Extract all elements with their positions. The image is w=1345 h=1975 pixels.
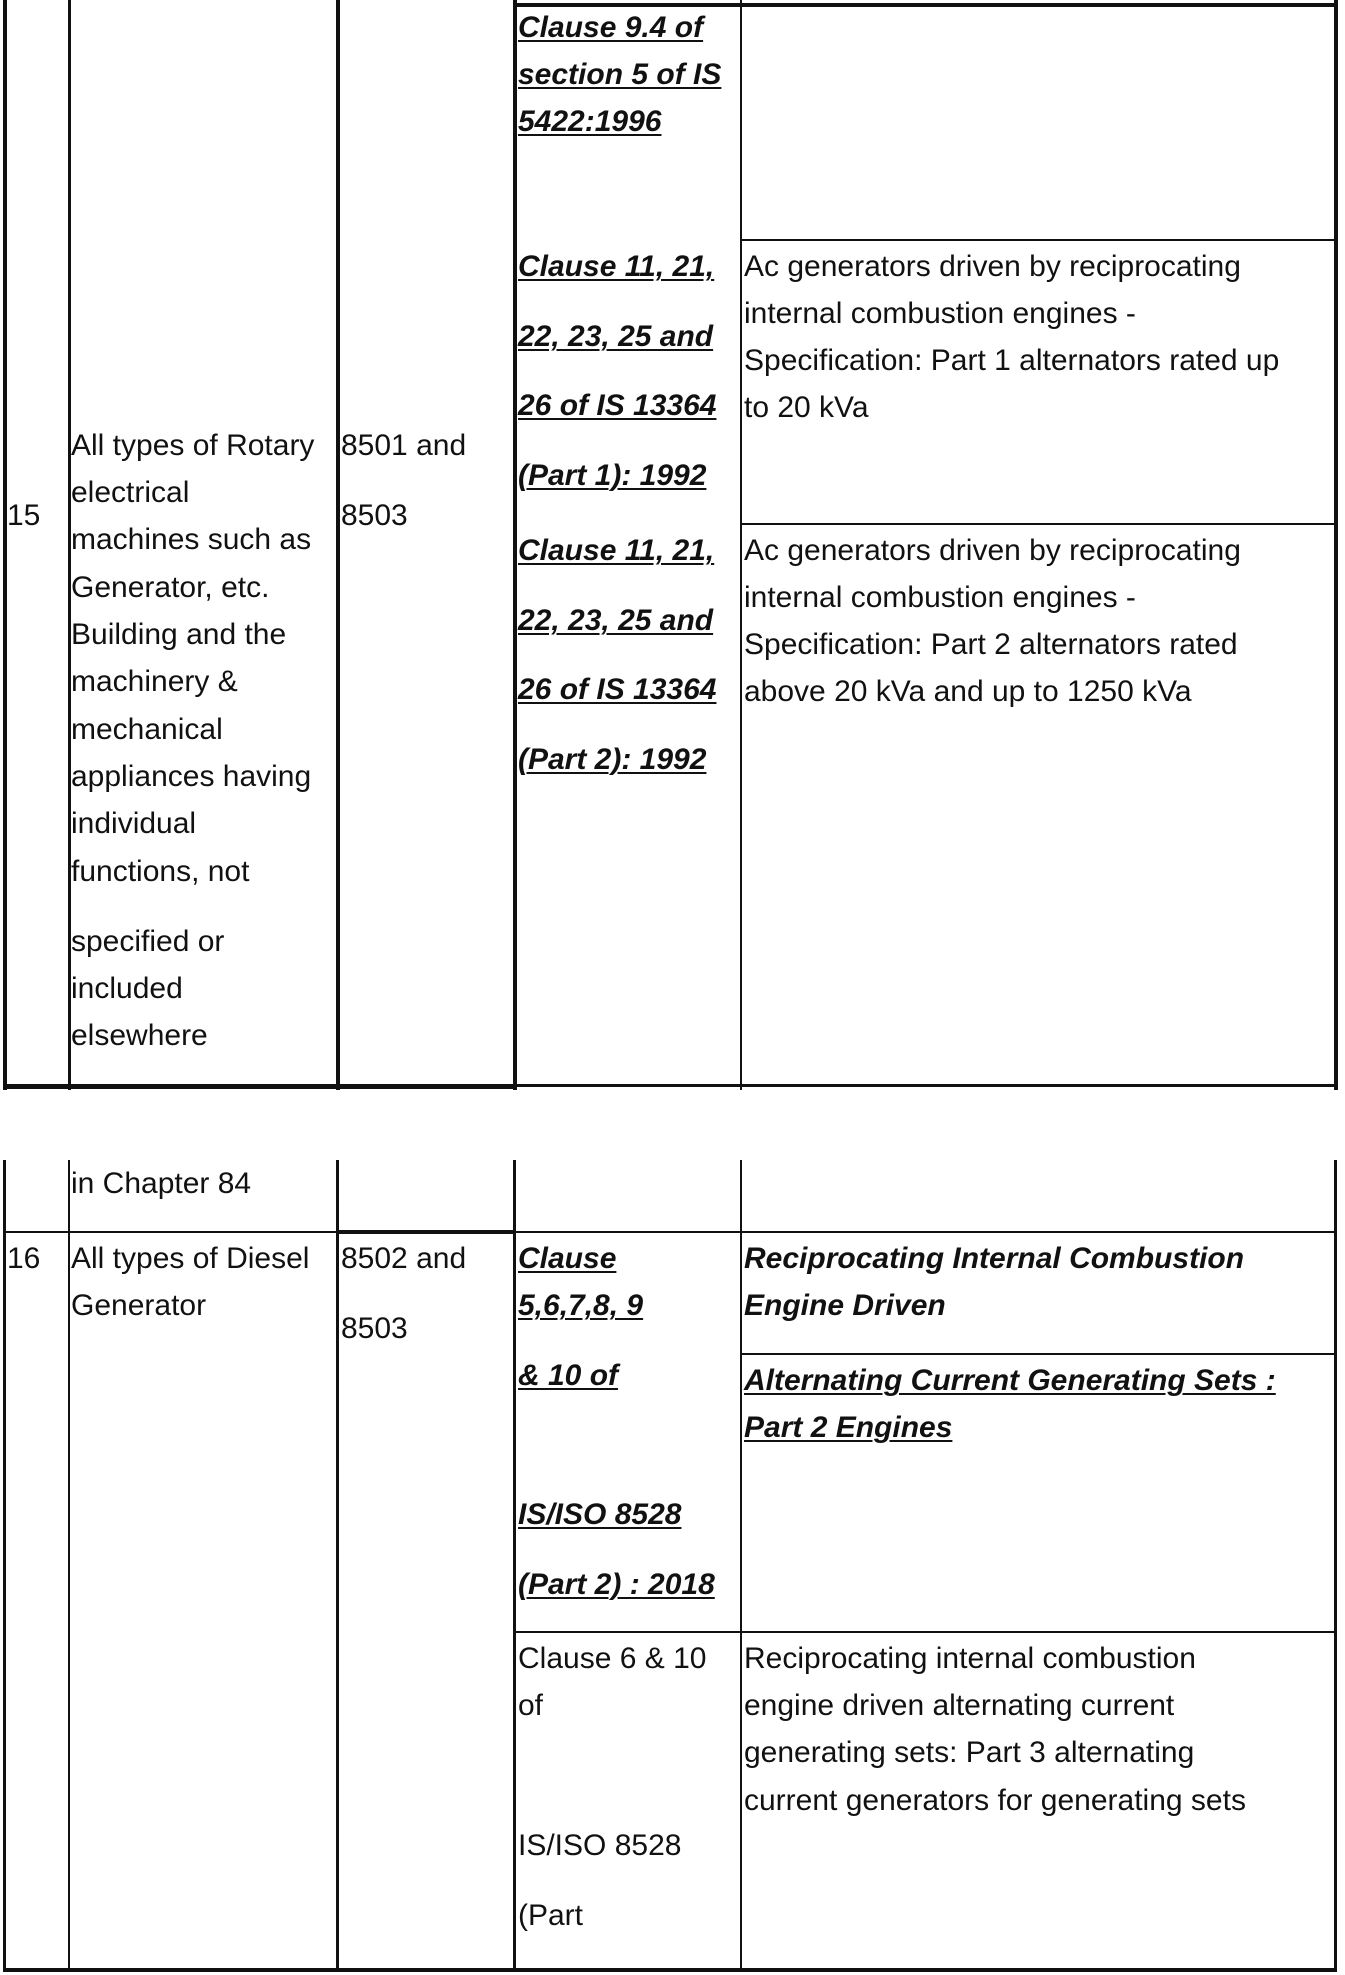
lower-border-bottom: [3, 1968, 1337, 1972]
upper-border-left: [3, 0, 7, 1090]
lower-border-right: [1334, 1160, 1337, 1972]
row16-std2-title-line: engine driven alternating current: [744, 1689, 1175, 1722]
row15-std2-clause-line: (Part 2): 1992: [518, 743, 707, 776]
row16-std2-clause-line: of: [518, 1689, 544, 1722]
row15-std1-title-line: to 20 kVa: [744, 391, 869, 424]
row16-std1-clause-line: & 10 of: [518, 1359, 619, 1392]
row15-std2-clause-line: 22, 23, 25 and: [518, 604, 714, 637]
lower-border-row-a: [3, 1231, 1337, 1233]
row15-description-line: functions, not: [71, 855, 250, 888]
lower-border-col2: [336, 1160, 339, 1972]
lower-border-left: [3, 1160, 6, 1972]
row15-std1-clause-line: Clause 11, 21,: [518, 250, 715, 283]
row15-std1-title-line: Ac generators driven by reciprocating: [744, 250, 1241, 283]
row16-std1-title-line: Part 2 Engines: [744, 1411, 953, 1444]
continuation-description: in Chapter 84: [71, 1167, 252, 1200]
lower-border-col1: [68, 1160, 70, 1972]
row16-std1-title-line: Engine Driven: [744, 1289, 946, 1322]
lower-border-col3: [513, 1160, 516, 1972]
upper-border-bottom-b: [513, 1084, 1338, 1087]
row16-std1-title-line: Reciprocating Internal Combustion: [744, 1242, 1245, 1275]
row16-std2-title-line: current generators for generating sets: [744, 1784, 1246, 1817]
row16-std1-clause-line: IS/ISO 8528: [518, 1498, 682, 1531]
row16-description-line: Generator: [71, 1289, 207, 1322]
row16-std2-clause-line: IS/ISO 8528: [518, 1829, 682, 1862]
lower-border-row-b: [740, 1353, 1337, 1355]
row15-description-line: machinery &: [71, 665, 238, 698]
row15-std2-title-line: Ac generators driven by reciprocating: [744, 534, 1241, 567]
row15-std1-clause-line: (Part 1): 1992: [518, 459, 707, 492]
row15-std2-title-line: Specification: Part 2 alternators rated: [744, 628, 1238, 661]
row15-std2-clause-line: 26 of IS 13364: [518, 673, 717, 706]
row15-std2-clause-line: Clause 11, 21,: [518, 534, 715, 567]
row15-sno: 15: [7, 499, 41, 532]
row16-sno: 16: [7, 1242, 41, 1275]
row16-std2-title-line: generating sets: Part 3 alternating: [744, 1736, 1195, 1769]
lower-border-row-c: [513, 1631, 1337, 1633]
row15-description-line: electrical: [71, 476, 190, 509]
upper-border-right: [1334, 0, 1338, 1090]
upper-border-bottom-a: [3, 1084, 515, 1089]
upper-border-col2: [336, 0, 340, 1090]
row15-description-line: appliances having: [71, 760, 312, 793]
row15-description-line: specified or: [71, 925, 225, 958]
row16-std1-title-line: Alternating Current Generating Sets :: [744, 1364, 1276, 1397]
lower-border-row-a-thick: [336, 1230, 516, 1234]
top-clause-line: Clause 9.4 of: [518, 11, 704, 44]
upper-border-row-a: [740, 239, 1338, 241]
row15-std1-title-line: Specification: Part 1 alternators rated up: [744, 344, 1280, 377]
row16-hs-code-line: 8503: [341, 1312, 408, 1345]
row15-description-line: individual: [71, 807, 197, 840]
row15-description-line: mechanical: [71, 713, 223, 746]
row16-hs-code-line: 8502 and: [341, 1242, 467, 1275]
row16-description-line: All types of Diesel: [71, 1242, 310, 1275]
top-clause-line: section 5 of IS: [518, 58, 722, 91]
row16-std1-clause-line: Clause: [518, 1242, 617, 1275]
row15-description-line: All types of Rotary: [71, 429, 315, 462]
row16-std2-clause-line: (Part: [518, 1899, 584, 1932]
row16-std1-clause-line: 5,6,7,8, 9: [518, 1289, 644, 1322]
row15-description-line: elsewhere: [71, 1019, 208, 1052]
upper-border-row-b: [740, 523, 1338, 525]
row16-std2-clause-line: Clause 6 & 10: [518, 1642, 707, 1675]
row15-std1-title-line: internal combustion engines -: [744, 297, 1136, 330]
row15-hs-code-line: 8503: [341, 499, 408, 532]
lower-border-col4: [740, 1160, 742, 1972]
row15-std2-title-line: above 20 kVa and up to 1250 kVa: [744, 675, 1192, 708]
row15-std1-clause-line: 22, 23, 25 and: [518, 320, 714, 353]
row15-description-line: included: [71, 972, 183, 1005]
row15-description-line: machines such as: [71, 523, 312, 556]
upper-border-col3: [513, 0, 517, 1090]
row15-hs-code-line: 8501 and: [341, 429, 467, 462]
upper-border-col4: [740, 0, 742, 1090]
row15-std1-clause-line: 26 of IS 13364: [518, 389, 717, 422]
row16-std1-clause-line: (Part 2) : 2018: [518, 1568, 715, 1601]
lower-table: [0, 1160, 1345, 1975]
row16-std2-title-line: Reciprocating internal combustion: [744, 1642, 1196, 1675]
row15-std2-title-line: internal combustion engines -: [744, 581, 1136, 614]
row15-description-line: Building and the: [71, 618, 287, 651]
top-clause-line: 5422:1996: [518, 105, 662, 138]
row15-description-line: Generator, etc.: [71, 571, 270, 604]
